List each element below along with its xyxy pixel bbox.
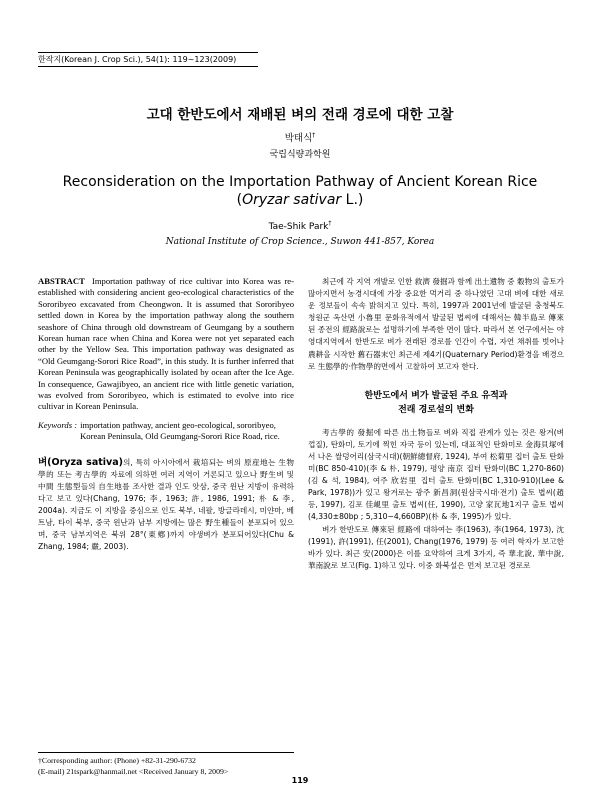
footnote-line1: †Corresponding author: (Phone) +82-31-290-6732 <box>38 756 196 765</box>
page-number: 119 <box>291 776 309 785</box>
footnote-line2: (E-mail) 21tspark@hanmail.net <Received January 8, 2009> <box>38 766 229 776</box>
intro-text: 의, 특히 아시아에서 栽培되는 벼의 原産地는 生物學的 또는 考古學的 자료에 의하면 여러 지역이 거론되고 있으나 野生벼 및 中間 生態型들의 自生地를 조사한 결과 인도 앗삼, 중국 윈난 지방이 유력하다고 보고 있다(Chang, 1976; 李, 1963; 許, 1986, 1991; 朴 & 李, 2004a). 지금도 이 지방을 중심으로 인도 북부, 네팔, 방글라데시, 미얀마, 베트남, 타이 북부, 중국 윈난과 남부 지방에는 많은 野生種들이 분포되어 있으며, 중국 남부지역은 북위 28°(東鄕)까지 야생벼가 분포되어있다(Chu & Zhang, 1984; 嚴, 2003). <box>38 457 294 552</box>
journal-citation: 한작지(Korean J. Crop Sci.), 54(1): 119~123(2009) <box>38 55 237 64</box>
english-title <box>0 173 600 209</box>
intro-lead: 벼(Oryza sativa) <box>38 456 123 468</box>
keywords-label: Keywords : <box>38 419 78 430</box>
english-title-open: ( <box>236 192 243 208</box>
korean-author <box>0 130 600 144</box>
left-column <box>38 276 294 553</box>
abstract <box>38 276 294 413</box>
keywords-text: importation pathway, ancient geo-ecological, sororibyeo, Korean Peninsula, Old Geumgang-Sorori Rice Road, rice. <box>80 419 280 442</box>
right-paragraph-1: 최근에 각 지역 개발로 인한 救濟 發掘과 함께 出土遺物 중 穀物의 출토가 많아지면서 농경시대에 가장 중요한 먹거리 중 하나였던 고대 벼에 대한 새로운 정보들이 속속 밝혀지고 있다. 특히, 1997과 2001년에 발굴된 충청북도 청원군 옥산면 小魯里 문화유적에서 발굴된 볍씨에 대해서는 韓半島로 傳來된 종전의 經路說로는 설명하기에 부족한 면이 많다. 따라서 본 연구에서는 야영대지역에서 한반도로 벼가 전래된 경로를 인간이 수렵, 자연 채취를 벗어나 農耕을 시작한 舊石器末인 최근세 제4기(Quaternary Period)환경을 배경으로 生態學的·作物學的면에서 고찰하여 보고자 한다. <box>308 277 564 371</box>
abstract-label: ABSTRACT <box>38 276 85 286</box>
section-heading-line2: 전래 경로설의 변화 <box>398 404 474 415</box>
intro-paragraph <box>38 457 294 554</box>
korean-author-mark: † <box>312 131 316 139</box>
english-title-species: Oryzar sativar <box>242 192 342 208</box>
journal-citation-bar <box>38 52 258 67</box>
right-paragraph-3: 벼가 한반도로 傳來된 經路에 대하여는 李(1963), 李(1964, 1973), 沈(1991), 許(1991), 任(2001), Chang(1976, 1979) 등 여러 학자가 보고한 바가 있다. 최근 安(2000)은 이를 요약하여 크게 3가지, 즉 華北說, 華中說, 華南說로 보고(Fig. 1)하고 있다. 이중 화북설은 먼저 보고된 경로로 <box>308 524 564 570</box>
english-title-line2 <box>0 191 600 209</box>
korean-author-name: 박태식 <box>284 133 313 144</box>
right-paragraph-2: 考古學的 發掘에 따른 出土物들로 벼와 직접 관계가 있는 것은 왕겨(벼 껍질), 탄화미, 토기에 찍힌 자국 등이 있는데, 대표적인 탄화미로 金海貝塚에서 나온 쌀덩어리(삼국시대)(朝鮮總督府, 1924), 부여 松菊里 집터 출토 탄화미(BC 850-410)(李 & 朴, 1979), 평양 南京 집터 탄화미(BC 1,270-860)(김 & 석, 1984), 여주 欣岩里 집터 출토 탄화미(BC 1,310-910)(Lee & Park, 1978))가 있고 왕겨로는 광주 新昌洞(원삼국시대·전기) 출토 볍씨(趙 등, 1997), 김포 佳峴里 출토 볍씨(任, 1990), 고양 家瓦地1지구 출토 볍씨(4,330±80bp ; 5,310~4,660BP)(朴 & 李, 1995)가 있다. <box>308 427 564 522</box>
korean-title: 고대 한반도에서 재배된 벼의 전래 경로에 대한 고찰 <box>146 107 454 123</box>
section-heading-line1: 한반도에서 벼가 발굴된 주요 유적과 <box>364 390 508 401</box>
right-column <box>308 276 564 572</box>
corresponding-footnote <box>38 752 294 777</box>
keywords <box>38 420 294 443</box>
english-title-close: L.) <box>341 192 364 208</box>
section-heading <box>308 389 564 417</box>
english-affiliation: National Institute of Crop Science., Suwon 441-857, Korea <box>165 237 435 247</box>
english-author-mark: † <box>328 220 332 227</box>
english-author <box>0 220 600 232</box>
korean-affiliation: 국립식량과학원 <box>269 150 331 160</box>
english-author-name: Tae-Shik Park <box>268 222 329 232</box>
english-title-line1: Reconsideration on the Importation Pathway of Ancient Korean Rice <box>62 174 538 190</box>
abstract-text: Importation pathway of rice cultivar into Korea was re-established with considering ancient geo-ecological characteristics of the Sororibyeo excavated from Cheongwon. It is assumed that Sororibyeo settled down in Korea by the importation pathway along the southern seashore of China through old downstream of Geumgang by a southern Korean human race when China and Korea were not yet separated each other by the Yellow Sea. This importation pathway was designated as “Old Geumgang-Sorori Rice Road”, in this study. It is further inferred that Korean Peninsula was geographically isolated by ocean after the Ice Age. In consequence, Gawajibyeo, an ancient rice with little genetic variation, was evolved from Sororibyeo, which is estimated to evolve into rice cultivar in Korean Peninsula. <box>38 276 294 412</box>
